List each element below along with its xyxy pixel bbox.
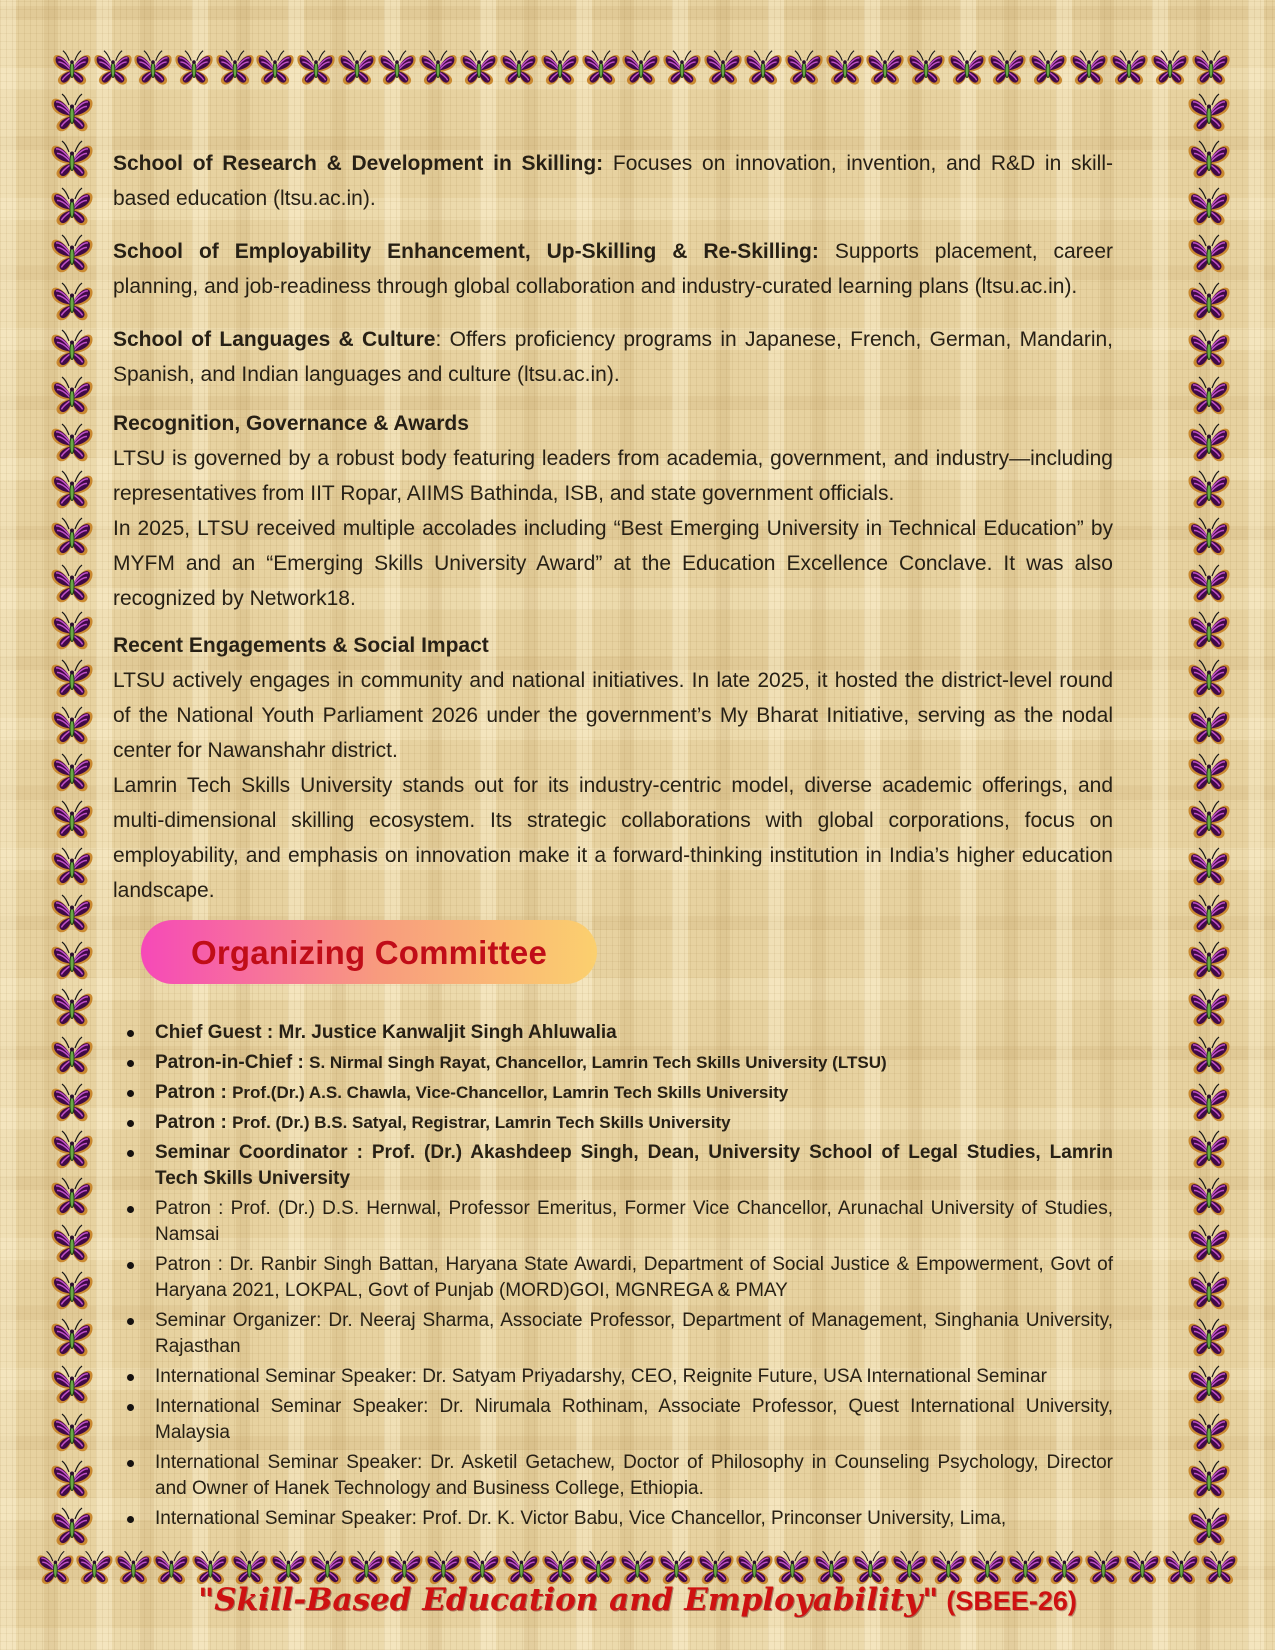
recognition-paragraph-1: LTSU is governed by a robust body featuring leaders from academia, government, and industry—including representatives from IIT Ropar, AIIMS Bathinda, ISB, and state government officials.: [113, 447, 1113, 505]
butterfly-icon: [1187, 1223, 1231, 1265]
butterfly-icon: [947, 48, 987, 88]
engagements-heading: Recent Engagements & Social Impact: [113, 634, 489, 657]
list-item: [113, 1110, 1113, 1136]
butterfly-icon: [865, 48, 905, 88]
butterfly-icon: [1187, 1506, 1231, 1548]
butterfly-icon: [1150, 48, 1190, 88]
butterfly-icon: [50, 799, 94, 841]
butterfly-icon: [1187, 658, 1231, 700]
butterfly-icon: [1187, 92, 1231, 134]
butterfly-icon: [50, 1082, 94, 1124]
item-person: Seminar Organizer: Dr. Neeraj Sharma, Associate Professor, Department of Management, Singhania University, Rajasthan: [155, 1310, 1113, 1357]
butterfly-icon: [50, 846, 94, 888]
item-person: S. Nirmal Singh Rayat, Chancellor, Lamrin Tech Skills University (LTSU): [309, 1053, 887, 1072]
butterfly-icon: [1187, 1129, 1231, 1171]
butterfly-icon: [50, 233, 94, 275]
butterfly-icon: [50, 1506, 94, 1548]
item-person: Patron : Dr. Ranbir Singh Battan, Haryana State Awardi, Department of Social Justice & Empowerment, Govt of Haryana 2021, LOKPAL, Govt of Punjab (MORD)GOI, MGNREGA & PMAY: [155, 1254, 1113, 1301]
butterfly-icon: [1187, 1459, 1231, 1501]
butterfly-icon: [50, 1317, 94, 1359]
list-item: [113, 1450, 1113, 1502]
item-person: International Seminar Speaker: Dr. Asketil Getachew, Doctor of Philosophy in Counseling Psychology, Director and Owner of Hanek Technology and Business College, Ethiopia.: [155, 1452, 1113, 1499]
butterfly-icon: [1187, 1364, 1231, 1406]
footer: [0, 1582, 1275, 1618]
butterfly-icon: [50, 516, 94, 558]
butterfly-icon: [1069, 48, 1109, 88]
organizing-committee-banner: [141, 920, 597, 984]
butterfly-border-left: [50, 92, 94, 1548]
butterfly-icon: [50, 1270, 94, 1312]
item-role: Patron :: [155, 1082, 233, 1103]
item-person: International Seminar Speaker: Prof. Dr. K. Victor Babu, Vice Chancellor, Princonser University, Lima,: [155, 1508, 1007, 1529]
item-role: Patron :: [155, 1112, 233, 1133]
butterfly-icon: [1187, 940, 1231, 982]
butterfly-icon: [1187, 610, 1231, 652]
list-item: [113, 1050, 1113, 1076]
butterfly-icon: [906, 48, 946, 88]
butterfly-icon: [499, 48, 539, 88]
butterfly-icon: [50, 1035, 94, 1077]
butterfly-icon: [1187, 1176, 1231, 1218]
butterfly-icon: [52, 48, 92, 88]
butterfly-icon: [377, 48, 417, 88]
school-body: : Offers proficiency programs in Japanese, French, German, Mandarin, Spanish, and Indian languages and culture (ltsu.ac.in).: [113, 328, 1114, 386]
butterfly-icon: [50, 1412, 94, 1454]
butterfly-icon: [1187, 139, 1231, 181]
butterfly-icon: [50, 658, 94, 700]
butterfly-icon: [50, 940, 94, 982]
butterfly-icon: [540, 48, 580, 88]
footer-slogan: "Skill-Based Education and Employability": [198, 1582, 939, 1618]
butterfly-icon: [1187, 186, 1231, 228]
butterfly-icon: [581, 48, 621, 88]
butterfly-icon: [1187, 799, 1231, 841]
butterfly-icon: [1187, 469, 1231, 511]
list-item: [113, 1308, 1113, 1360]
butterfly-icon: [50, 563, 94, 605]
butterfly-icon: [703, 48, 743, 88]
item-person: Patron : Prof. (Dr.) D.S. Hernwal, Professor Emeritus, Former Vice Chancellor, Arunachal University of Studies, Namsai: [155, 1198, 1113, 1245]
butterfly-icon: [1187, 1270, 1231, 1312]
list-item: [113, 1196, 1113, 1248]
school-paragraph-employability: [113, 234, 1113, 304]
school-body: Supports placement, career planning, and job-readiness through global collaboration and industry-curated learning plans (ltsu.ac.in).: [113, 240, 1113, 298]
organizing-committee-title: Organizing Committee: [191, 933, 548, 971]
item-person: Prof. (Dr.) Akashdeep Singh, Dean, University School of Legal Studies, Lamrin Tech Skills University: [155, 1142, 1113, 1189]
butterfly-icon: [215, 48, 255, 88]
butterfly-icon: [50, 1129, 94, 1171]
butterfly-icon: [1187, 1035, 1231, 1077]
butterfly-icon: [50, 987, 94, 1029]
butterfly-icon: [50, 705, 94, 747]
school-paragraph-languages: [113, 322, 1113, 392]
butterfly-icon: [50, 1223, 94, 1265]
butterfly-icon: [1187, 563, 1231, 605]
butterfly-icon: [1191, 48, 1231, 88]
school-body: Focuses on innovation, invention, and R&D in skill-based education (ltsu.ac.in).: [113, 152, 1113, 210]
item-person: International Seminar Speaker: Dr. Nirumala Rothinam, Associate Professor, Quest International University, Malaysia: [155, 1396, 1113, 1443]
butterfly-icon: [1109, 48, 1149, 88]
recognition-paragraph-2: In 2025, LTSU received multiple accolades including “Best Emerging University in Technical Education” by MYFM and an “Emerging Skills University Award” at the Education Excellence Conclave. It was also recognized by Network18.: [113, 517, 1113, 610]
recognition-heading: Recognition, Governance & Awards: [113, 412, 469, 435]
butterfly-icon: [1187, 328, 1231, 370]
butterfly-icon: [255, 48, 295, 88]
butterfly-icon: [50, 422, 94, 464]
butterfly-icon: [621, 48, 661, 88]
butterfly-icon: [296, 48, 336, 88]
butterfly-icon: [50, 469, 94, 511]
butterfly-icon: [50, 893, 94, 935]
item-role: Chief Guest :: [155, 1022, 279, 1043]
butterfly-icon: [1187, 893, 1231, 935]
item-role: Patron-in-Chief :: [155, 1052, 310, 1073]
butterfly-icon: [1187, 422, 1231, 464]
butterfly-icon: [418, 48, 458, 88]
butterfly-icon: [337, 48, 377, 88]
school-title: School of Research & Development in Skilling:: [113, 152, 604, 175]
butterfly-icon: [133, 48, 173, 88]
school-title: School of Employability Enhancement, Up-Skilling & Re-Skilling:: [113, 240, 819, 263]
item-person: International Seminar Speaker: Dr. Satyam Priyadarshy, CEO, Reignite Future, USA International Seminar: [155, 1366, 1048, 1387]
school-title: School of Languages & Culture: [113, 328, 436, 351]
list-item: [113, 1394, 1113, 1446]
butterfly-icon: [1187, 1412, 1231, 1454]
butterfly-icon: [1187, 752, 1231, 794]
butterfly-icon: [1187, 233, 1231, 275]
butterfly-icon: [50, 752, 94, 794]
butterfly-icon: [987, 48, 1027, 88]
butterfly-icon: [1028, 48, 1068, 88]
butterfly-icon: [784, 48, 824, 88]
butterfly-icon: [1187, 1082, 1231, 1124]
butterfly-icon: [50, 1459, 94, 1501]
item-person: Prof. (Dr.) B.S. Satyal, Registrar, Lamrin Tech Skills University: [232, 1113, 731, 1132]
butterfly-icon: [174, 48, 214, 88]
butterfly-icon: [1187, 281, 1231, 323]
butterfly-icon: [50, 92, 94, 134]
list-item: [113, 1020, 1113, 1046]
butterfly-icon: [50, 610, 94, 652]
butterfly-border-right: [1187, 92, 1231, 1548]
butterfly-icon: [1187, 705, 1231, 747]
butterfly-border-top: [52, 48, 1231, 88]
butterfly-icon: [50, 1364, 94, 1406]
item-role: Seminar Coordinator :: [155, 1142, 372, 1163]
butterfly-icon: [50, 281, 94, 323]
school-paragraph-research: [113, 146, 1113, 216]
engagements-paragraph-1: LTSU actively engages in community and national initiatives. In late 2025, it hosted the district-level round of the National Youth Parliament 2026 under the government’s My Bharat Initiative, serving as the nodal center for Nawanshahr district.: [113, 669, 1113, 762]
butterfly-icon: [1187, 987, 1231, 1029]
page-content: [113, 128, 1113, 1536]
butterfly-icon: [743, 48, 783, 88]
list-item: [113, 1140, 1113, 1192]
list-item: [113, 1252, 1113, 1304]
butterfly-icon: [50, 1176, 94, 1218]
committee-list: [113, 1020, 1113, 1532]
item-person: Prof.(Dr.) A.S. Chawla, Vice-Chancellor, Lamrin Tech Skills University: [232, 1083, 789, 1102]
butterfly-icon: [93, 48, 133, 88]
butterfly-icon: [825, 48, 865, 88]
list-item: [113, 1506, 1113, 1532]
butterfly-icon: [1187, 846, 1231, 888]
butterfly-icon: [1187, 516, 1231, 558]
item-person: Mr. Justice Kanwaljit Singh Ahluwalia: [278, 1022, 617, 1043]
engagements-paragraph-2: Lamrin Tech Skills University stands out for its industry-centric model, diverse academic offerings, and multi-dimensional skilling ecosystem. Its strategic collaborations with global corporations, focus on employability, and emphasis on innovation make it a forward-thinking institution in India’s higher education landscape.: [113, 774, 1113, 902]
butterfly-icon: [1187, 1317, 1231, 1359]
list-item: [113, 1364, 1113, 1390]
butterfly-icon: [50, 139, 94, 181]
butterfly-icon: [662, 48, 702, 88]
butterfly-icon: [50, 328, 94, 370]
butterfly-icon: [459, 48, 499, 88]
footer-seminar-code: (SBEE-26): [946, 1586, 1077, 1616]
butterfly-icon: [50, 186, 94, 228]
list-item: [113, 1080, 1113, 1106]
butterfly-icon: [50, 375, 94, 417]
butterfly-icon: [1187, 375, 1231, 417]
